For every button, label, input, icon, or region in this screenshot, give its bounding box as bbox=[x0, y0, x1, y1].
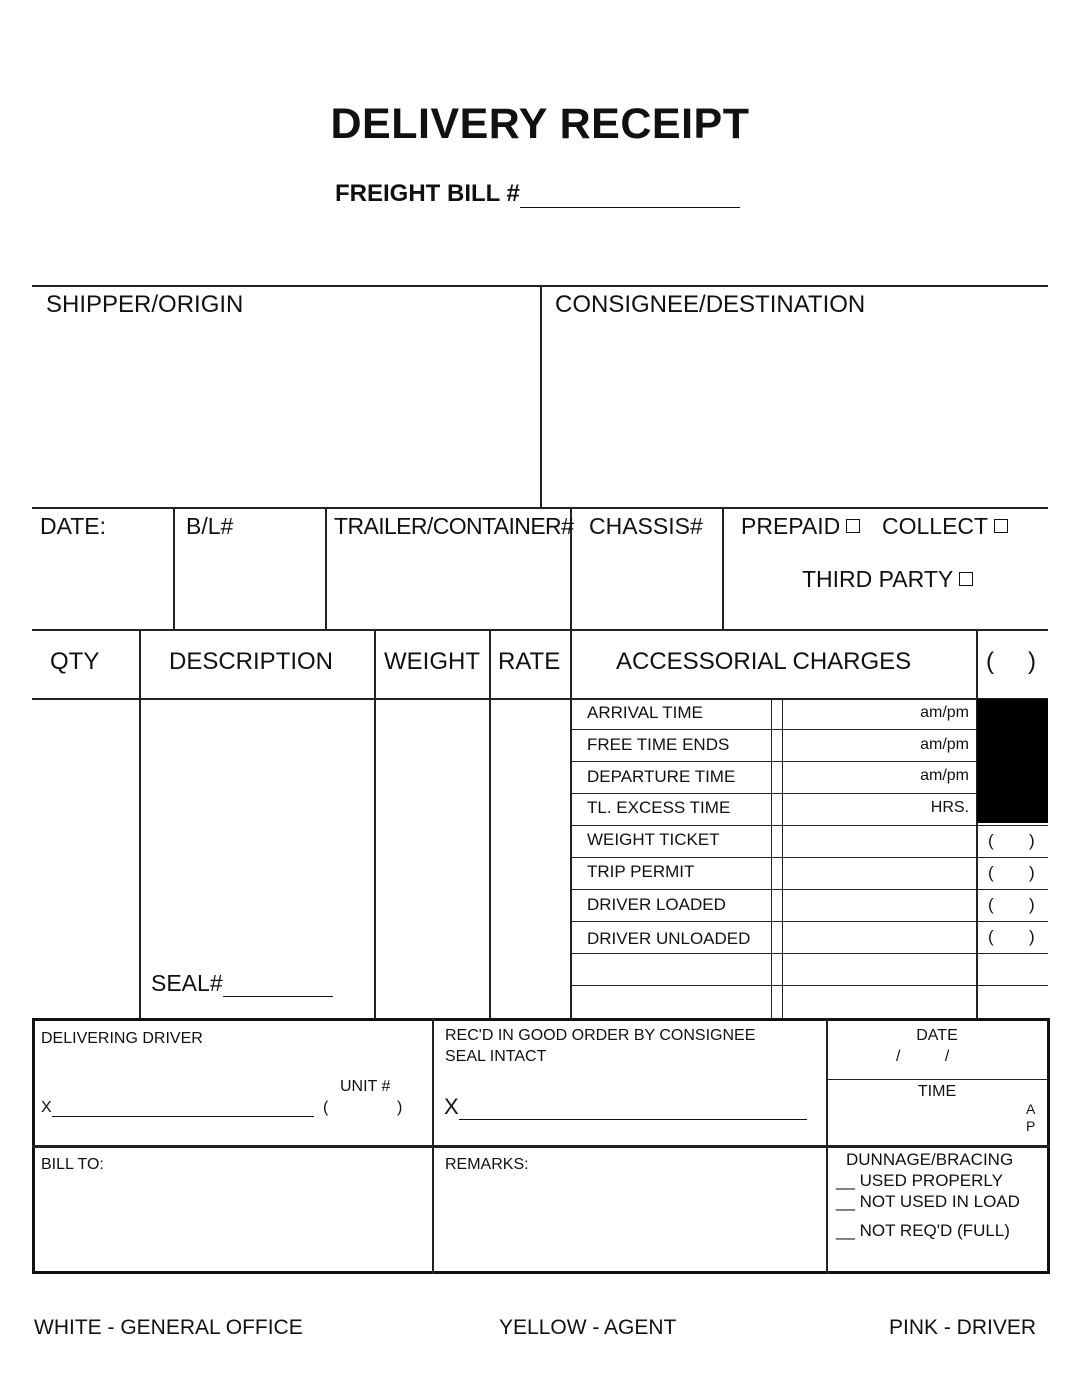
divider bbox=[139, 629, 141, 1019]
divider bbox=[570, 889, 1048, 890]
shipper-label: SHIPPER/ORIGIN bbox=[46, 291, 244, 318]
collect-option[interactable] bbox=[882, 513, 1008, 540]
trailer-label: TRAILER/CONTAINER# bbox=[334, 513, 574, 539]
divider bbox=[976, 629, 978, 1019]
consignee-label: CONSIGNEE/DESTINATION bbox=[555, 291, 866, 318]
am-mark: A bbox=[1026, 1101, 1036, 1117]
weight-header: WEIGHT bbox=[384, 648, 480, 675]
third-party-label: THIRD PARTY bbox=[802, 566, 954, 592]
prepaid-option[interactable] bbox=[741, 513, 860, 540]
page-title: DELIVERY RECEIPT bbox=[330, 100, 750, 148]
divider bbox=[489, 629, 491, 1019]
shaded-block bbox=[977, 699, 1048, 823]
received-label: REC'D IN GOOD ORDER BY CONSIGNEE bbox=[445, 1027, 756, 1044]
bill-to-label: BILL TO: bbox=[41, 1156, 104, 1173]
accessorial-row-unit: am/pm bbox=[920, 736, 969, 753]
dunnage-option[interactable]: __ NOT REQ'D (FULL) bbox=[836, 1221, 1010, 1240]
accessorial-row-unit: am/pm bbox=[920, 704, 969, 721]
prepaid-checkbox[interactable] bbox=[846, 519, 860, 533]
seal-intact-label: SEAL INTACT bbox=[445, 1048, 547, 1065]
unit-paren-open: ( bbox=[323, 1099, 329, 1116]
divider bbox=[570, 825, 1048, 826]
date-slashes: / / bbox=[896, 1048, 950, 1065]
bl-label: B/L# bbox=[186, 513, 234, 539]
accessorial-row-label: FREE TIME ENDS bbox=[587, 735, 730, 754]
dunnage-title: DUNNAGE/BRACING bbox=[846, 1150, 1014, 1169]
date-label: DATE: bbox=[40, 513, 107, 539]
remarks-label: REMARKS: bbox=[445, 1156, 529, 1173]
divider bbox=[570, 921, 1048, 922]
x-mark: X bbox=[444, 1094, 459, 1119]
prepaid-label: PREPAID bbox=[741, 513, 841, 539]
freight-bill-field[interactable] bbox=[335, 180, 740, 208]
dunnage-option[interactable]: __ NOT USED IN LOAD bbox=[836, 1192, 1020, 1211]
divider bbox=[374, 629, 376, 1019]
divider bbox=[570, 629, 572, 1019]
accessorial-row-label: DRIVER LOADED bbox=[587, 895, 726, 914]
charge-paren-close: ) bbox=[1029, 895, 1035, 914]
copy-yellow: YELLOW - AGENT bbox=[499, 1316, 677, 1339]
description-header: DESCRIPTION bbox=[169, 648, 334, 675]
delivering-driver-label: DELIVERING DRIVER bbox=[41, 1030, 203, 1047]
collect-label: COLLECT bbox=[882, 513, 989, 539]
divider bbox=[722, 507, 724, 629]
divider bbox=[826, 1018, 828, 1274]
divider bbox=[782, 698, 783, 1019]
accessorial-row-label: DEPARTURE TIME bbox=[587, 767, 736, 786]
third-party-option[interactable] bbox=[802, 566, 973, 593]
accessorial-row-label: WEIGHT TICKET bbox=[587, 830, 720, 849]
accessorial-row-label: TRIP PERMIT bbox=[587, 862, 695, 881]
divider bbox=[570, 953, 1048, 954]
accessorial-header: ACCESSORIAL CHARGES bbox=[616, 648, 912, 675]
x-mark: X bbox=[41, 1099, 52, 1116]
seal-field[interactable] bbox=[151, 970, 333, 997]
charge-paren-open: ( bbox=[986, 648, 994, 675]
copy-white: WHITE - GENERAL OFFICE bbox=[34, 1316, 303, 1339]
seal-blank[interactable] bbox=[223, 974, 333, 997]
qty-header: QTY bbox=[50, 648, 100, 675]
charge-paren-open: ( bbox=[988, 895, 994, 914]
divider bbox=[32, 698, 1048, 700]
charge-paren-open: ( bbox=[988, 863, 994, 882]
charge-paren-close: ) bbox=[1029, 831, 1035, 850]
date-label: DATE bbox=[916, 1027, 958, 1044]
divider bbox=[32, 507, 1048, 509]
accessorial-row-unit: HRS. bbox=[930, 799, 969, 816]
consignee-signature-blank[interactable] bbox=[459, 1097, 807, 1120]
divider bbox=[325, 507, 327, 629]
divider bbox=[173, 507, 175, 629]
pm-mark: P bbox=[1026, 1118, 1036, 1134]
charge-paren-close: ) bbox=[1029, 863, 1035, 882]
copy-pink: PINK - DRIVER bbox=[889, 1316, 1037, 1339]
consignee-signature-line[interactable] bbox=[444, 1094, 807, 1120]
unit-label: UNIT # bbox=[340, 1078, 391, 1095]
accessorial-row-unit: am/pm bbox=[920, 767, 969, 784]
accessorial-row-label: TL. EXCESS TIME bbox=[587, 798, 731, 817]
unit-paren-close: ) bbox=[397, 1099, 403, 1116]
third-party-checkbox[interactable] bbox=[959, 572, 973, 586]
seal-label: SEAL# bbox=[151, 970, 223, 996]
divider bbox=[540, 285, 542, 507]
driver-signature-blank[interactable] bbox=[52, 1100, 314, 1117]
divider bbox=[826, 1079, 1048, 1080]
chassis-label: CHASSIS# bbox=[589, 513, 703, 539]
driver-signature-line[interactable] bbox=[41, 1099, 314, 1117]
dunnage-option[interactable]: __ USED PROPERLY bbox=[836, 1171, 1003, 1190]
divider bbox=[570, 857, 1048, 858]
time-label: TIME bbox=[917, 1083, 957, 1100]
divider bbox=[32, 1145, 1050, 1148]
charge-paren-open: ( bbox=[988, 927, 994, 946]
accessorial-row-label: ARRIVAL TIME bbox=[587, 703, 703, 722]
accessorial-row-label: DRIVER UNLOADED bbox=[587, 929, 751, 948]
divider bbox=[570, 985, 1048, 986]
freight-bill-blank[interactable] bbox=[520, 185, 740, 208]
charge-paren-open: ( bbox=[988, 831, 994, 850]
charge-paren-close: ) bbox=[1029, 927, 1035, 946]
charge-paren-close: ) bbox=[1028, 648, 1036, 675]
divider bbox=[32, 629, 1048, 631]
freight-bill-label: FREIGHT BILL # bbox=[335, 180, 520, 207]
collect-checkbox[interactable] bbox=[994, 519, 1008, 533]
divider bbox=[432, 1018, 434, 1274]
divider bbox=[771, 698, 772, 1019]
rate-header: RATE bbox=[498, 648, 561, 675]
